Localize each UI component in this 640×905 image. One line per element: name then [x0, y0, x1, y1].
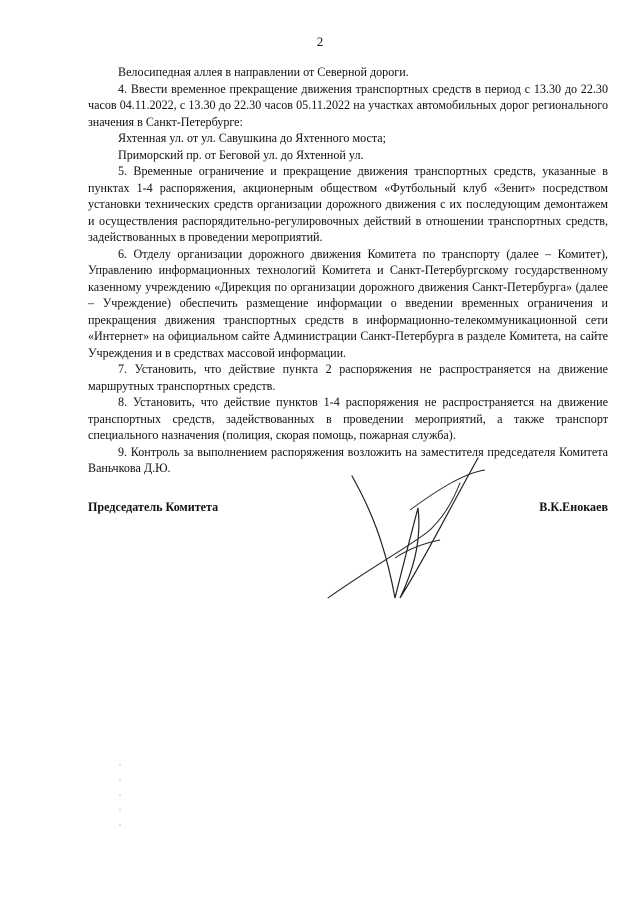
paragraph-road-1: Яхтенная ул. от ул. Савушкина до Яхтенного моста; [118, 131, 386, 145]
signatory-title: Председатель Комитета [88, 500, 219, 514]
handwritten-signature [300, 448, 500, 608]
paragraph-continuation: Велосипедная аллея в направлении от Северной дороги. [118, 65, 409, 79]
paragraph-item-4: 4. Ввести временное прекращение движения транспортных средств в период с 13.30 до 22.30 часов 04.11.2022, с 13.30 до 22.30 часов 05.11.2022 на участках автомобильных дорог регионального значения в Санкт-Петербурге: [88, 81, 608, 129]
paragraph-road-2: Приморский пр. от Беговой ул. до Яхтенной ул. [118, 147, 364, 162]
paragraph-item-8: 8. Установить, что действие пунктов 1-4 распоряжения не распространяется на движение транспортных средств, задействованных в проведении мероприятий, а также транспорт специального назначения (полиция, скорая помощь, пожарная служба). [88, 395, 608, 442]
document-body [88, 64, 608, 477]
paragraph-item-7: 7. Установить, что действие пункта 2 распоряжения не распространяется на движение маршрутных транспортных средств. [88, 362, 608, 393]
signatory-name: В.К.Енокаев [539, 500, 608, 514]
paragraph-item-6: 6. Отделу организации дорожного движения Комитета по транспорту (далее – Комитет), Управлению информационных технологий Комитета и Санкт-Петербургскому государственному казенному учреждению «Дирекция по организации дорожного движения Санкт-Петербурга» (далее – Учреждение) обеспечить размещение информации о введении временных ограничения и прекращения движения транспортных средств в информационно-телекоммуникационной сети «Интернет» на официальном сайте Администрации Санкт-Петербурга в разделе Комитета, на сайте Учреждения и в средствах массовой информации. [88, 246, 608, 360]
paragraph-item-5: 5. Временные ограничение и прекращение движения транспортных средств, указанные в пунктах 1-4 распоряжения, акционерным обществом «Футбольный клуб «Зенит» посредством установки технических средств организации дорожного движения с их последующим демонтажем и осуществления распорядительно-регулировочных действий в отношении транспортных средств, задействованных в проведении мероприятий. [88, 164, 608, 244]
paragraph-item-9: 9. Контроль за выполнением распоряжения возложить на заместителя председателя Комитета Ваньчкова Д.Ю. [88, 444, 608, 475]
scan-artifact-dots [118, 760, 122, 840]
page-number: 2 [316, 34, 324, 49]
